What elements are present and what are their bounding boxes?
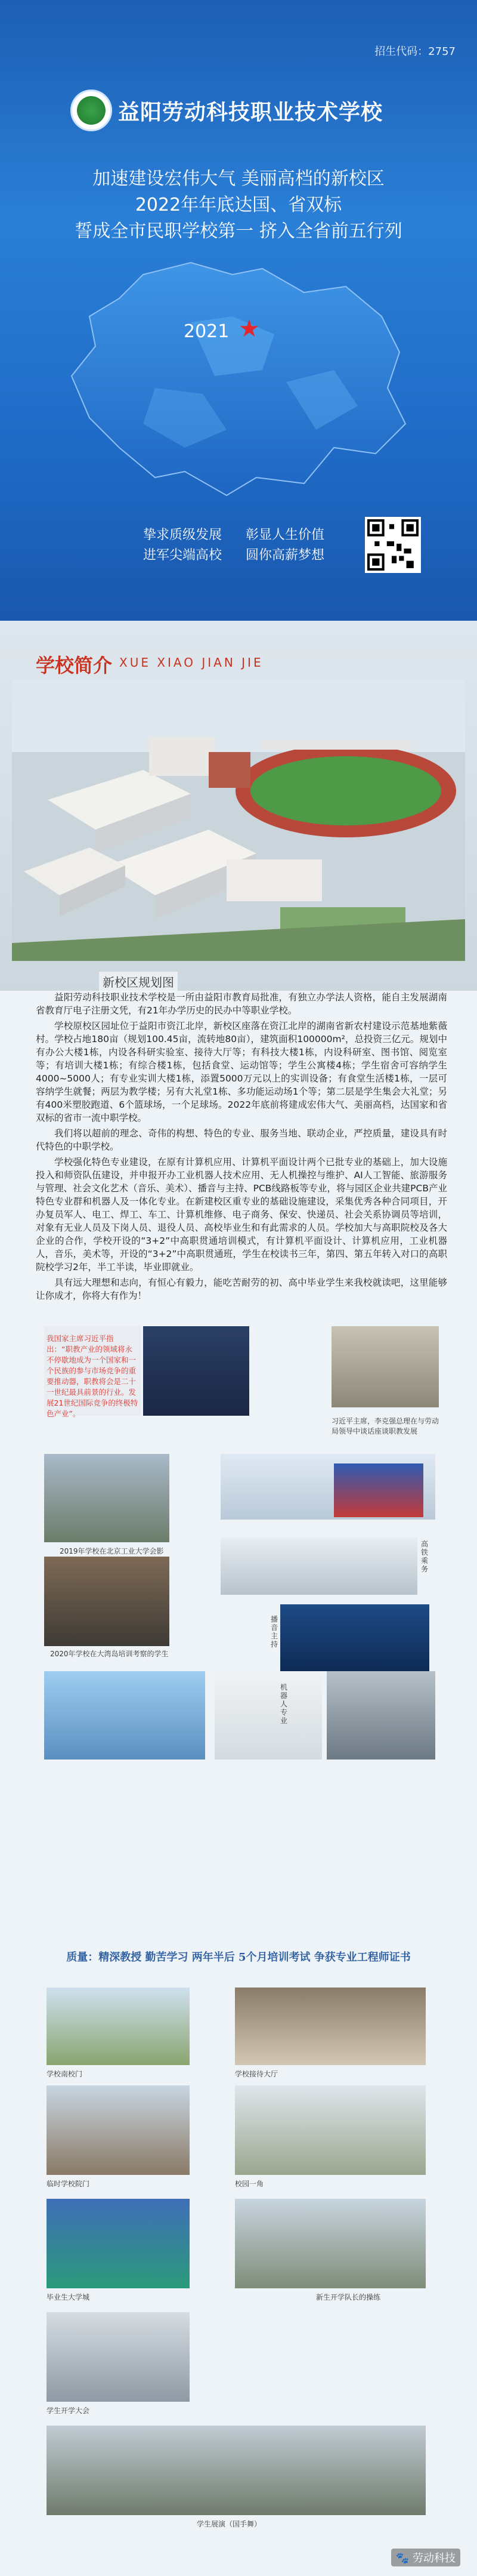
qr-code[interactable] <box>365 517 421 573</box>
meeting-photo <box>332 1326 439 1407</box>
enroll-code: 招生代码：2757 <box>374 45 456 58</box>
drill-photo <box>47 2426 426 2515</box>
president-caption: 习近平主席，李克强总理在与劳动局领导中谈话座谈职教发展 <box>332 1417 439 1435</box>
watermark: 🐾 劳动科技 <box>391 2549 460 2566</box>
intro-paragraph: 学校强化特色专业建设，在原有计算机应用、计算机平面设计两个已批专业的基础上，加大设施投入和师资队伍建设，并申报开办工业机器人技术应用、无人机操控与维护、AI人工智能、旅游服务与管理、社会文化艺术（音乐、美术）、播音与主持、PCB线路板等专业，将与园区企业共建PCB产业特色专业群和机器人及一体化专业。在新建校区重专业的基础设施建设，采集优秀各种合同项目，开办复员军人、电工、焊工、车工、计算机维修、电子商务、保安、快递员、社会关系协调员等培训，对象有无业人员及下岗人员、退役人员、高校毕业生和有此需求的人员。学校加大与高职院校及各大企业的合作，学校开设的“3+2”中高职贯通培训模式，有计算机平面设计、计算机应用，工业机器人，音乐，美术等，开设的“3+2”中高职贯通班，学生在校读书三年，第四、第五年转入对口的高职院校学习2年，半工半读，毕业即就业。 <box>36 1157 447 1272</box>
host-label: 播音主持 <box>271 1615 278 1648</box>
activity-caption: 校园一角 <box>235 2180 264 2188</box>
tour-caption: 2020年学校在大湾岛培训考察的学生 <box>50 1650 169 1658</box>
hero-banner <box>0 0 477 621</box>
intro-paragraph: 学校原校区园址位于益阳市资江北岸，新校区座落在资江北岸的湖南省新农村建设示范基地紫薇村。学校占地180亩（规划100.45亩，流转地80亩），建筑面积100000m²，总投资三亿元。规划中有办公大楼1栋，内设各科研实验室、接待大厅等；有科技大楼1栋，内设科研室、图书馆、阅览室等；有培训大楼1栋；有综合楼1栋，包括食堂、运动馆等；学生公寓楼4栋；学生宿舍可容纳学生4000~5000人；有专业实训大楼1栋，添置5000万元以上的实训设备；有食堂生活楼1栋，一层可容纳学生就餐；两层为教学楼；另有大礼堂1栋、多功能运动场1个等；第二层是学生集会大礼堂；另有400米塑胶跑道、6个篮球场，一个足球场。2022年底前将建成宏伟大气、美丽高档，达国家和省双标的省市一流中职学校。 <box>36 1021 447 1123</box>
president-photo <box>143 1326 249 1416</box>
stewardess-photo <box>334 1463 423 1517</box>
robot-photo <box>215 1671 322 1760</box>
beijing-photo <box>44 1454 169 1542</box>
military-caption: 新生开学队长的操练 <box>316 2293 381 2301</box>
slogan-line-2: 2022年年底达国、省双标 <box>135 195 342 215</box>
intro-paragraph: 益阳劳动科技职业技术学校是一所由益阳市教育局批准，有独立办学法人资格，能自主发展湖南省教育厅电子注册文凭，有21年办学历史的民办中等职业学校。 <box>36 992 447 1016</box>
train-photo <box>221 1537 417 1595</box>
team-photo <box>47 2312 190 2402</box>
robot-students-photo <box>44 1671 205 1760</box>
host-photo <box>280 1604 429 1671</box>
province-map <box>36 251 447 501</box>
map-year: 2021 <box>184 321 230 342</box>
school-logo <box>70 90 112 131</box>
gate-photo <box>47 1988 190 2065</box>
quality-banner: 质量：精深教授 勤苦学习 两年半后 5个月培训考试 争获专业工程师证书 <box>66 1951 411 1964</box>
graduates-photo <box>47 2199 190 2288</box>
motto-2: 彰显人生价值 <box>246 528 325 543</box>
tour-photo <box>44 1557 169 1646</box>
graduates-caption: 毕业生大学城 <box>47 2293 90 2301</box>
train-label: 高铁乘务 <box>421 1540 429 1573</box>
robot-label: 机器人专业 <box>280 1683 288 1725</box>
gate-caption: 学校南校门 <box>47 2070 83 2078</box>
motto-3: 进军尖端高校 <box>143 548 222 563</box>
drill-caption: 学生展演（国手舞） <box>197 2520 262 2528</box>
lab-photo <box>327 1671 435 1760</box>
slogan-line-1: 加速建设宏伟大气 美丽高档的新校区 <box>92 168 385 189</box>
school-name: 益阳劳动科技职业技术学校 <box>118 100 383 125</box>
quote-text: 我国家主席习近平指出：“职教产业的领域将永不停歇地成为一个国家和一个民族的参与市场竞争的重要推动器，职教将会是二十一世纪最具前景的行业。发展21世纪国际竞争的终极特色产业”。 <box>47 1334 138 1418</box>
activity-photo <box>235 2085 426 2175</box>
campus-pinyin: XUE XIAO JIAN JIE <box>119 655 264 670</box>
beijing-caption: 2019年学校在北京工业大学会影 <box>60 1547 164 1555</box>
military-photo <box>235 2199 426 2288</box>
campus-rendering <box>12 680 465 961</box>
plan-label: 新校区规划图 <box>99 972 178 991</box>
slogan-line-3: 誓成全市民职学校第一 挤入全省前五行列 <box>75 221 402 242</box>
hall-photo <box>235 1988 426 2065</box>
campus-title: 学校简介 <box>36 654 113 677</box>
dorm-caption: 临时学校院门 <box>47 2180 90 2188</box>
map-star-icon: ★ <box>238 315 260 343</box>
intro-text <box>36 991 447 1301</box>
intro-paragraph: 我们将以超前的理念、奇伟的构想、特色的专业、服务当地、联动企业，严控质量，建设具有时代特色的中职学校。 <box>36 1128 447 1152</box>
hall-caption: 学校接待大厅 <box>235 2070 278 2078</box>
motto-1: 挚求质级发展 <box>143 528 222 543</box>
motto-4: 圆你高薪梦想 <box>246 548 325 563</box>
intro-paragraph: 具有远大理想和志向，有恒心有毅力，能吃苦耐劳的初、高中毕业学生来我校就读吧，这里能够让你成才，你将大有作为！ <box>36 1277 447 1301</box>
team-caption: 学生开学大会 <box>47 2406 90 2415</box>
dorm-photo <box>47 2085 190 2175</box>
